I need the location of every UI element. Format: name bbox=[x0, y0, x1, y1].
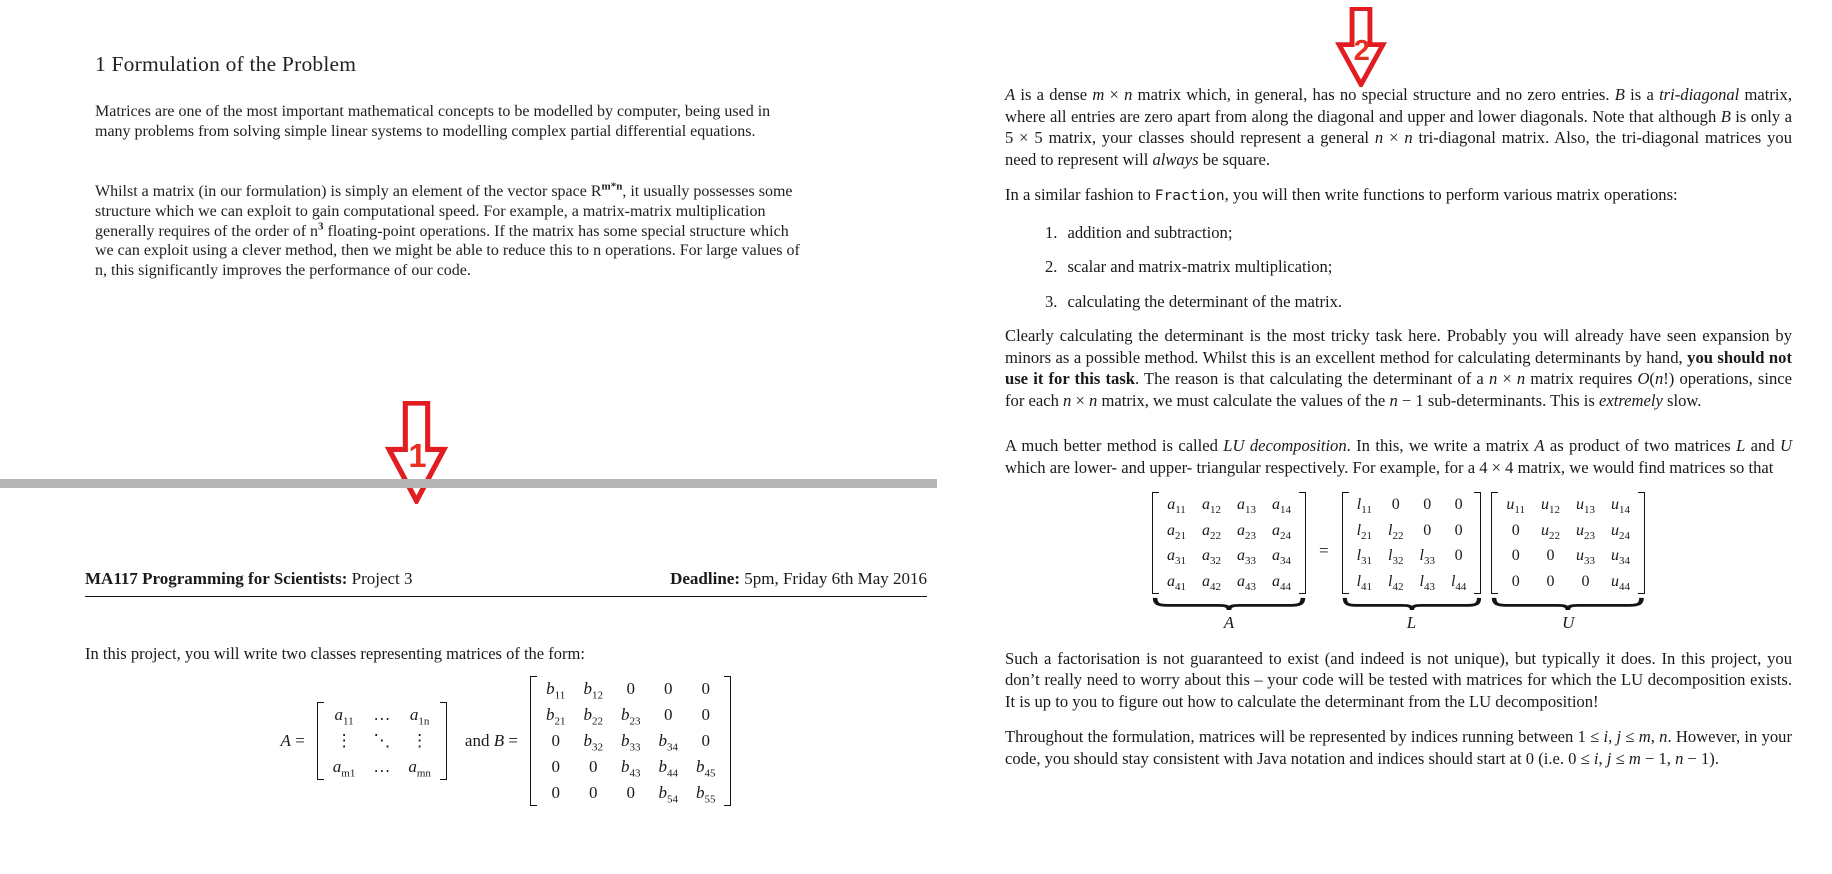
left-bracket bbox=[1491, 492, 1498, 594]
list-item: 3. calculating the determinant of the matrix. bbox=[1045, 291, 1343, 311]
annotation-arrow-1-icon bbox=[384, 401, 449, 504]
left-bracket bbox=[1342, 492, 1349, 594]
underbrace-U bbox=[1491, 597, 1645, 610]
matrix-label-L: L bbox=[1406, 613, 1417, 632]
right-bracket bbox=[440, 702, 447, 780]
paragraph-vector-space: Whilst a matrix (in our formulation) is simply an element of the vector space $R^{m*n}$, it usually possesses some structure which we can exploit to gain computational speed. For example, a matrix-matrix multiplication generally requires of the order of $n^3$ floating-point operations. If the matrix has some special structure which we can exploit using a clever method, then we might be able to reduce this to n operations. For large values of n, this significantly improves the performance of our code. bbox=[95, 180, 800, 280]
paragraph-factorisation: Such a factorisation is not guaranteed to exist (and indeed is not unique), but typically it does. In this project, you don’t really need to worry about this – your code will be tested with matrices for which the LU decomposition exists. It is up to you to figure out how to calculate the determinant from the LU decomposition! bbox=[1005, 648, 1792, 711]
lu-decomposition-equation bbox=[1005, 492, 1792, 634]
matrix-definition-equation bbox=[85, 676, 927, 806]
equation-lhs-b: and B = bbox=[464, 731, 518, 750]
matrix-A-group bbox=[1152, 492, 1306, 634]
section-title: 1 Formulation of the Problem bbox=[95, 52, 357, 76]
equation-lhs-a: A = bbox=[280, 731, 305, 750]
equals-sign: = bbox=[1319, 541, 1329, 560]
matrix-label-A: A bbox=[1223, 613, 1235, 632]
arrow-1-number: 1 bbox=[408, 436, 427, 474]
right-text-column bbox=[1005, 84, 1792, 783]
paragraph-fraction-fashion: In a similar fashion to Fraction, you will then write functions to perform various matrix operations: bbox=[1005, 185, 1678, 204]
right-bracket bbox=[724, 676, 731, 806]
paragraph-indices: Throughout the formulation, matrices will be represented by indices running between 1 ≤ i, j ≤ m, n. However, in your code, you should stay consistent with Java notation and indices should start at 0 (i.e. 0 ≤ i, j ≤ m − 1, n − 1). bbox=[1005, 727, 1793, 768]
matrix-a: $a_{11}$ … $a_{1n}$ ⋮ ⋱ ⋮ $a_{m1}$ … $a_{mn}$ bbox=[317, 702, 447, 780]
underbrace-A bbox=[1152, 597, 1306, 610]
paragraph-matrices-intro: Matrices are one of the most important mathematical concepts to be modelled by computer, being used in many problems from solving simple linear systems to modelling complex partial differential equations. bbox=[95, 103, 771, 140]
left-bracket bbox=[530, 676, 537, 806]
matrix-b: $b_{11}$ $b_{12}$ 0 0 0 $b_{21}$ $b_{22}$ $b_{23}$ 0 0 0 $b_{32}$ $b_{33}$ $b_{34}$ 0 0 0 $b_{43}$ $b_{44}$ $b_{45}$ 0 0 0 $b_{54}$ $b_{55}$ bbox=[530, 676, 732, 806]
right-bracket bbox=[1474, 492, 1481, 594]
matrix-U-group bbox=[1491, 492, 1645, 634]
course-title: MA117 Programming for Scientists: Project 3 bbox=[85, 569, 413, 588]
matrix-L-group bbox=[1342, 492, 1482, 634]
right-bracket bbox=[1638, 492, 1645, 594]
list-item: 1. addition and subtraction; bbox=[1045, 222, 1233, 242]
matrix-label-U: U bbox=[1562, 613, 1575, 632]
paragraph-determinant: Clearly calculating the determinant is the most tricky task here. Probably you will already have seen expansion by minors as a possible method. Whilst this is an excellent method for calculating determinants by hand, you should not use it for this task. The reason is that calculating the determinant of a n × n matrix requires O(n!) operations, since for each n × n matrix, we must calculate the values of the n − 1 sub-determinants. This is extremely slow. bbox=[1005, 326, 1792, 410]
left-bracket bbox=[317, 702, 324, 780]
matrix-A: $a_{11}$ $a_{12}$ $a_{13}$ $a_{14}$ $a_{21}$ $a_{22}$ $a_{23}$ $a_{24}$ $a_{31}$ $a_{32}$ $a_{33}$ $a_{34}$ $a_{41}$ $a_{42}$ $a_{43}$ $a_{44}$ bbox=[1152, 492, 1306, 594]
deadline: Deadline: 5pm, Friday 6th May 2016 bbox=[670, 569, 927, 588]
underbrace-L bbox=[1342, 597, 1482, 610]
left-bracket bbox=[1152, 492, 1159, 594]
operations-list bbox=[1045, 222, 1792, 313]
annotation-arrow-2-icon bbox=[1335, 7, 1387, 87]
project-intro-text: In this project, you will write two classes representing matrices of the form: bbox=[85, 644, 585, 663]
page-divider bbox=[0, 479, 937, 488]
matrix-U: $u_{11}$ $u_{12}$ $u_{13}$ $u_{14}$ 0 $u_{22}$ $u_{23}$ $u_{24}$ 0 0 $u_{33}$ $u_{34}$ 0 0 0 $u_{44}$ bbox=[1491, 492, 1645, 594]
matrix-L: $l_{11}$ 0 0 0 $l_{21}$ $l_{22}$ 0 0 $l_{31}$ $l_{32}$ $l_{33}$ 0 $l_{41}$ $l_{42}$ $l_{43}$ $l_{44}$ bbox=[1342, 492, 1482, 594]
arrow-2-number: 2 bbox=[1353, 34, 1370, 67]
paragraph-lu-method: A much better method is called LU decomposition. In this, we write a matrix A as product of two matrices L and U which are lower- and upper- triangular respectively. For example, for a 4 × 4 matrix, we would find matrices so that bbox=[1005, 436, 1792, 477]
list-item: 2. scalar and matrix-matrix multiplication; bbox=[1045, 257, 1333, 276]
right-bracket bbox=[1299, 492, 1306, 594]
paragraph-dense-matrix: A is a dense m × n matrix which, in general, has no special structure and no zero entries. B is a tri-diagonal matrix, where all entries are zero apart from along the diagonal and upper and lower diagonals. Note that although B is only a 5 × 5 matrix, your classes should represent a general n × n tri-diagonal matrix. Also, the tri-diagonal matrices you need to represent will always be square. bbox=[1005, 85, 1792, 169]
course-header bbox=[85, 569, 927, 597]
